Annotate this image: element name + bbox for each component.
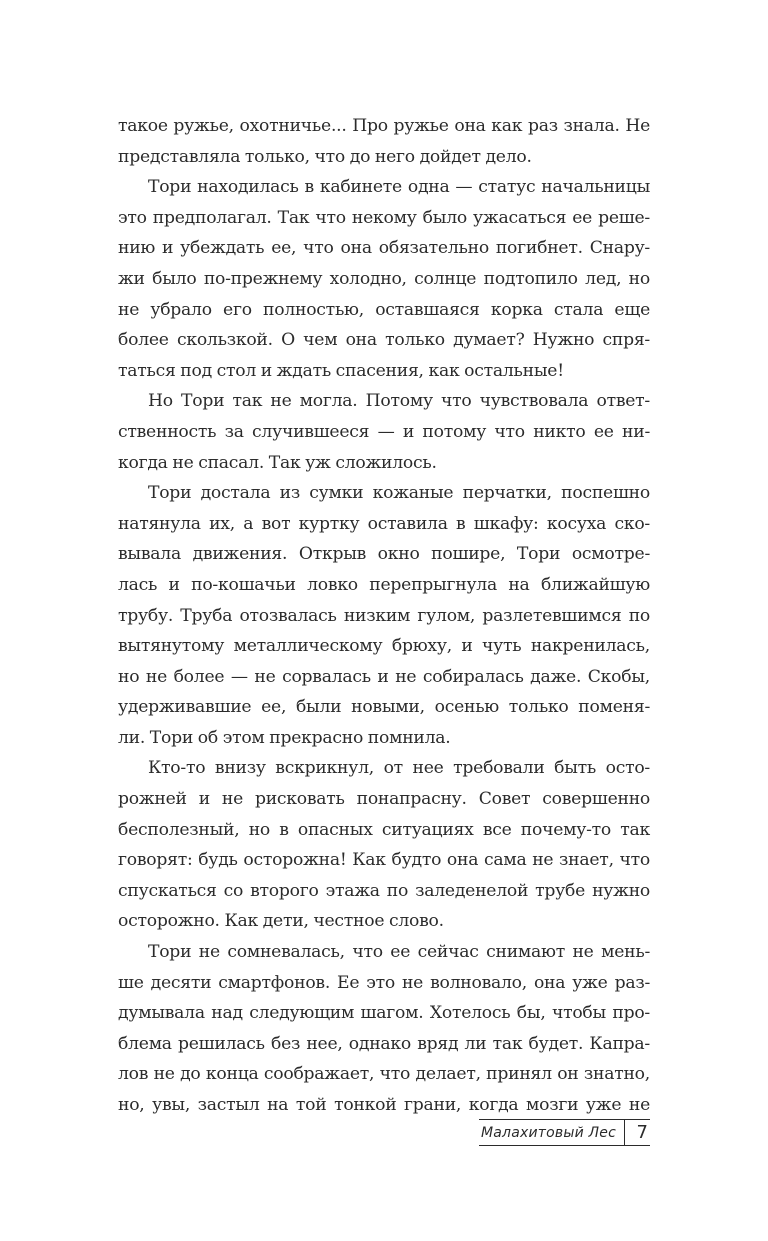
- text-line: нию и убеждать ее, что она обязательно погибнет. Снару-: [118, 238, 650, 259]
- text-line: думывала над следующим шагом. Хотелось бы, чтобы про-: [118, 1003, 650, 1024]
- running-title: Малахитовый Лес: [481, 1124, 616, 1141]
- text-line: это предполагал. Так что некому было ужасаться ее реше-: [118, 207, 650, 228]
- text-line: блема решилась без нее, однако вряд ли так будет. Капра-: [118, 1033, 650, 1054]
- text-line: Но Тори так не могла. Потому что чувствовала ответ-: [148, 391, 650, 412]
- text-line: ли. Тори об этом прекрасно помнила.: [118, 727, 451, 748]
- text-line: лась и по-кошачьи ловко перепрыгнула на ближайшую: [118, 574, 650, 595]
- text-line: таться под стол и ждать спасения, как остальные!: [118, 360, 564, 381]
- text-line: Кто-то внизу вскрикнул, от нее требовали быть осто-: [148, 758, 650, 779]
- text-line: вывала движения. Открыв окно пошире, Тори осмотре-: [118, 544, 650, 565]
- text-line: такое ружье, охотничье... Про ружье она как раз знала. Не: [118, 116, 650, 136]
- text-line: Тори не сомневалась, что ее сейчас снимают не мень-: [148, 942, 650, 963]
- text-line: более скользкой. О чем она только думает? Нужно спря-: [118, 330, 650, 351]
- paragraph-4: [118, 478, 650, 753]
- text-line: жи было по-прежнему холодно, солнце подтопило лед, но: [118, 268, 650, 289]
- text-line: спускаться со второго этажа по заледенелой трубе нужно: [118, 880, 650, 901]
- paragraph-3: [118, 386, 650, 478]
- text-line: трубу. Труба отозвалась низким гулом, разлетевшимся по: [118, 605, 650, 626]
- text-line: представляла только, что до него дойдет дело.: [118, 146, 532, 167]
- text-line: осторожно. Как дети, честное слово.: [118, 911, 444, 932]
- page-footer: [479, 1119, 650, 1146]
- text-line: ственность за случившееся — и потому что никто ее ни-: [118, 421, 650, 442]
- paragraph-5: [118, 753, 650, 937]
- footer-divider: [624, 1120, 625, 1145]
- text-line: ше десяти смартфонов. Ее это не волновало, она уже раз-: [118, 972, 650, 993]
- page-body: [118, 111, 650, 1121]
- text-line: вытянутому металлическому брюху, и чуть накренилась,: [118, 636, 650, 657]
- text-line: бесполезный, но в опасных ситуациях все почему-то так: [118, 819, 650, 840]
- text-line: но, увы, застыл на той тонкой грани, когда мозги уже не: [118, 1095, 650, 1115]
- page-number: 7: [636, 1122, 648, 1143]
- paragraph-6: [118, 937, 650, 1121]
- text-line: когда не спасал. Так уж сложилось.: [118, 452, 437, 473]
- text-line: рожней и не рисковать понапрасну. Совет совершенно: [118, 789, 650, 810]
- text-line: удерживавшие ее, были новыми, осенью только поменя-: [118, 697, 650, 718]
- paragraph-2: [118, 172, 650, 386]
- text-line: натянула их, а вот куртку оставила в шкафу: косуха ско-: [118, 513, 650, 534]
- text-line: не убрало его полностью, оставшаяся корка стала еще: [118, 299, 650, 320]
- text-line: лов не до конца соображает, что делает, принял он знатно,: [118, 1064, 650, 1085]
- text-line: Тори находилась в кабинете одна — статус начальницы: [148, 177, 650, 198]
- text-line: Тори достала из сумки кожаные перчатки, поспешно: [148, 483, 650, 504]
- text-line: говорят: будь осторожна! Как будто она сама не знает, что: [118, 850, 650, 871]
- text-line: но не более — не сорвалась и не собиралась даже. Скобы,: [118, 666, 650, 687]
- paragraph-1: [118, 111, 650, 172]
